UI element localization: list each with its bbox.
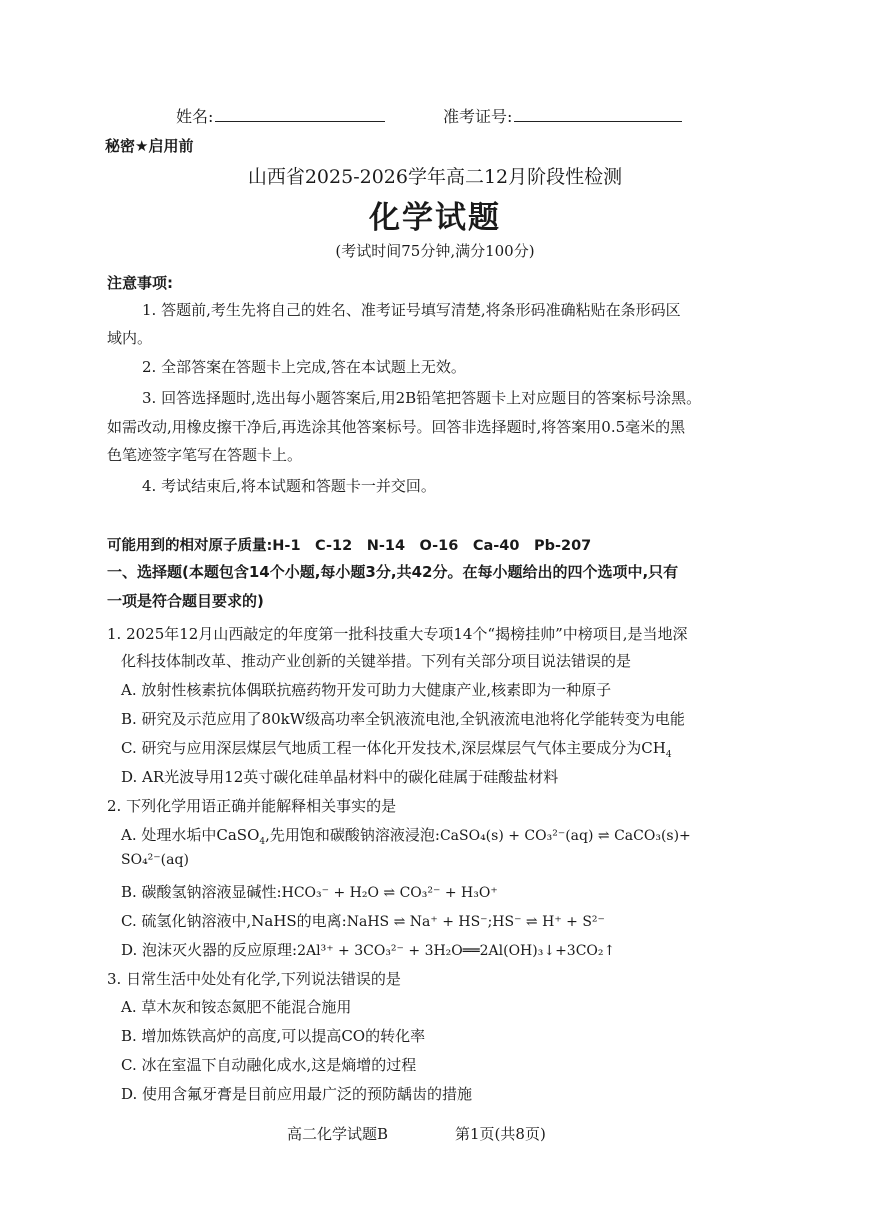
q2-option-d-equation: 2Al³⁺ + 3CO₃²⁻ + 3H₂O══2Al(OH)₃↓+3CO₂↑ <box>297 943 616 959</box>
exam-time-note: (考试时间75分钟,满分100分) <box>335 242 535 260</box>
q2-option-c-text: C. 硫氢化钠溶液中,NaHS的电离: <box>121 912 347 930</box>
page-title: 化学试题 <box>369 200 501 236</box>
q2-option-d <box>121 939 615 960</box>
q2-option-a <box>121 824 691 845</box>
q2-option-a-equation-line-2: SO₄²⁻(aq) <box>121 852 189 868</box>
note-2: 2. 全部答案在答题卡上完成,答在本试题上无效。 <box>142 358 466 376</box>
section-1-line-1: 一、选择题(本题包含14个小题,每小题3分,共42分。在每小题给出的四个选项中,只有 <box>107 563 679 581</box>
note-4: 4. 考试结束后,将本试题和答题卡一并交回。 <box>142 477 436 495</box>
q2-option-d-text: D. 泡沫灭火器的反应原理: <box>121 941 298 959</box>
name-blank <box>215 120 385 122</box>
q1-option-a: A. 放射性核素抗体偶联抗癌药物开发可助力大健康产业,核素即为一种原子 <box>121 681 612 699</box>
exam-id-blank <box>514 120 682 122</box>
q3-option-a: A. 草木灰和铵态氮肥不能混合施用 <box>121 998 352 1016</box>
section-1-line-2: 一项是符合题目要求的) <box>107 592 264 610</box>
exam-subtitle: 山西省2025-2026学年高二12月阶段性检测 <box>247 166 623 188</box>
q1-option-c-subscript: 4 <box>665 750 672 760</box>
q2-option-b <box>121 881 498 902</box>
q3-option-d: D. 使用含氟牙膏是目前应用最广泛的预防龋齿的措施 <box>121 1085 473 1103</box>
footer-page-number: 第1页(共8页) <box>455 1125 546 1143</box>
q3-option-c: C. 冰在室温下自动融化成水,这是熵增的过程 <box>121 1056 417 1074</box>
note-3-line-2: 如需改动,用橡皮擦干净后,再选涂其他答案标号。回答非选择题时,将答案用0.5毫米的黑 <box>107 418 686 436</box>
q2-option-b-equation: HCO₃⁻ + H₂O ⇌ CO₃²⁻ + H₃O⁺ <box>281 885 498 901</box>
q1-option-d: D. AR光波导用12英寸碳化硅单晶材料中的碳化硅属于硅酸盐材料 <box>121 768 559 786</box>
q1-stem-line-1: 1. 2025年12月山西敲定的年度第一批科技重大专项14个“揭榜挂帅”中榜项目,是当地深 <box>107 625 688 643</box>
note-3-line-1: 3. 回答选择题时,选出每小题答案后,用2B铅笔把答题卡上对应题目的答案标号涂黑。 <box>142 389 702 407</box>
q1-option-b: B. 研究及示范应用了80kW级高功率全钒液流电池,全钒液流电池将化学能转变为电能 <box>121 710 685 728</box>
name-label: 姓名: <box>176 107 214 126</box>
notes-heading: 注意事项: <box>107 274 173 292</box>
exam-id-label: 准考证号: <box>443 107 513 126</box>
atomic-masses: 可能用到的相对原子质量:H-1 C-12 N-14 O-16 Ca-40 Pb-207 <box>107 538 592 554</box>
q1-option-c-text: C. 研究与应用深层煤层气地质工程一体化开发技术,深层煤层气气体主要成分为CH <box>121 739 666 757</box>
q2-option-a-text: A. 处理水垢中CaSO <box>121 826 260 844</box>
secret-tag: 秘密★启用前 <box>105 137 194 155</box>
q2-option-c <box>121 910 605 931</box>
q1-stem-line-2: 化科技体制改革、推动产业创新的关键举措。下列有关部分项目说法错误的是 <box>121 652 632 670</box>
q1-option-c <box>121 737 672 758</box>
note-1-line-1: 1. 答题前,考生先将自己的姓名、准考证号填写清楚,将条形码准确粘贴在条形码区 <box>142 301 681 319</box>
q3-option-b: B. 增加炼铁高炉的高度,可以提高CO的转化率 <box>121 1027 426 1045</box>
exam-id-field <box>443 104 682 127</box>
note-3-line-3: 色笔迹签字笔写在答题卡上。 <box>107 446 303 464</box>
footer-subject: 高二化学试题B <box>287 1125 389 1143</box>
q2-stem: 2. 下列化学用语正确并能解释相关事实的是 <box>107 797 397 815</box>
q3-stem: 3. 日常生活中处处有化学,下列说法错误的是 <box>107 970 401 988</box>
note-1-line-2: 域内。 <box>107 329 153 347</box>
q2-option-a-equation: CaSO₄(s) + CO₃²⁻(aq) ⇌ CaCO₃(s)+ <box>439 828 691 844</box>
q2-option-b-text: B. 碳酸氢钠溶液显碱性: <box>121 883 282 901</box>
name-field <box>176 104 385 127</box>
q2-option-a-sub: 4 <box>259 837 266 847</box>
q2-option-a-rest: ,先用饱和碳酸钠溶液浸泡: <box>265 826 440 844</box>
q2-option-c-equation: NaHS ⇌ Na⁺ + HS⁻;HS⁻ ⇌ H⁺ + S²⁻ <box>346 914 605 930</box>
